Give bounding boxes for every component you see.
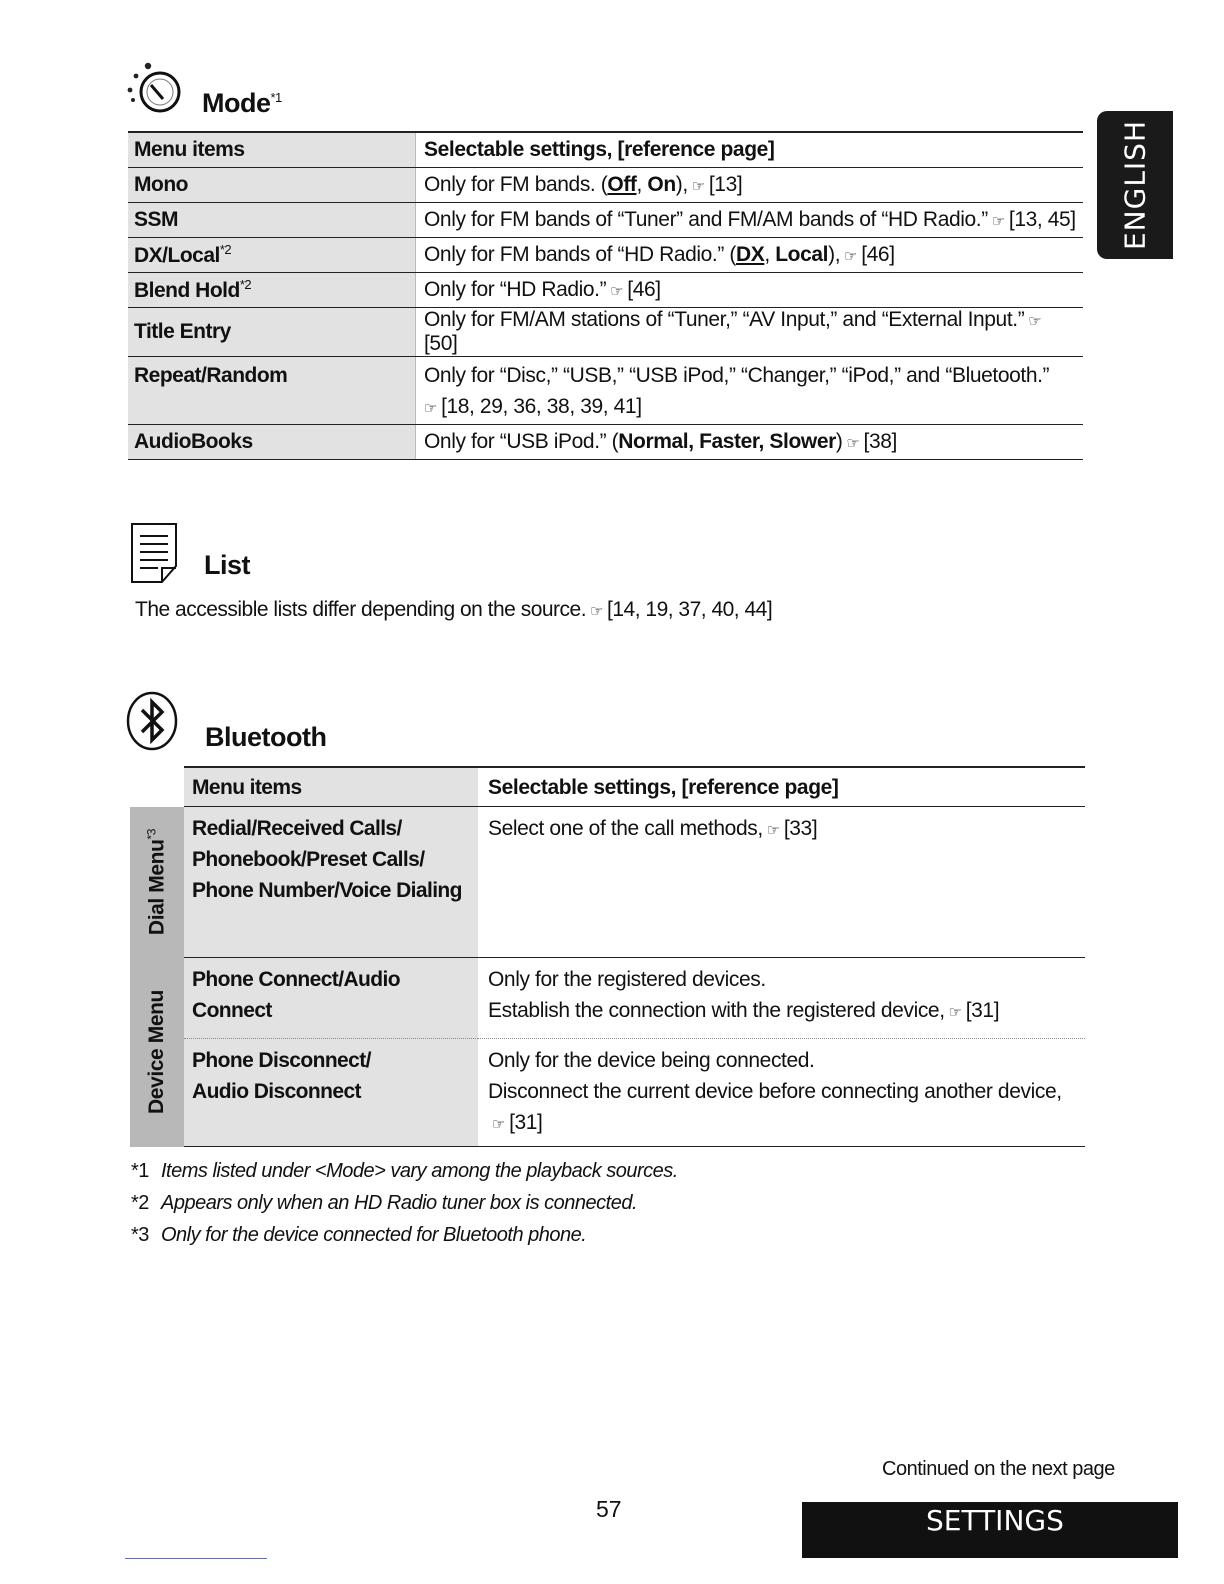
reference-icon: ☞ bbox=[424, 400, 438, 417]
reference-icon: ☞ bbox=[691, 178, 705, 195]
reference-icon: ☞ bbox=[766, 822, 780, 839]
row-setting: Only for “HD Radio.” ☞ [46] bbox=[416, 273, 1084, 308]
section-tab: SETTINGS bbox=[802, 1502, 1178, 1558]
bottom-rule bbox=[125, 1558, 267, 1559]
header-selectable-settings: Selectable settings, [reference page] bbox=[478, 767, 1085, 807]
bluetooth-icon bbox=[124, 690, 180, 752]
reference-icon: ☞ bbox=[844, 248, 858, 265]
mode-settings-table bbox=[128, 131, 1083, 460]
row-item: Repeat/Random bbox=[128, 357, 416, 425]
reference-icon: ☞ bbox=[1028, 313, 1042, 330]
row-item: Phone Connect/Audio Connect bbox=[184, 958, 478, 1039]
page-number: 57 bbox=[596, 1496, 622, 1522]
bluetooth-settings-table-wrap bbox=[130, 766, 1085, 1147]
reference-icon: ☞ bbox=[948, 1004, 962, 1021]
table-row bbox=[128, 203, 1083, 238]
mode-title: Mode$^{*1}$ bbox=[202, 88, 282, 118]
list-icon bbox=[128, 522, 182, 584]
table-row bbox=[128, 308, 1083, 357]
table-row bbox=[128, 238, 1083, 273]
table-row bbox=[130, 807, 1085, 958]
group-label-device-menu: Device Menu bbox=[130, 958, 184, 1147]
row-setting: Only for the registered devices. Establish the connection with the registered device, ☞ [31] bbox=[478, 958, 1085, 1039]
reference-icon: ☞ bbox=[590, 603, 604, 620]
reference-icon: ☞ bbox=[846, 435, 860, 452]
header-menu-items: Menu items bbox=[184, 767, 478, 807]
row-item: Redial/Received Calls/ Phonebook/Preset Calls/ Phone Number/Voice Dialing bbox=[184, 807, 478, 958]
row-item: Title Entry bbox=[128, 308, 416, 357]
table-header-row bbox=[128, 132, 1083, 168]
table-row bbox=[128, 357, 1083, 425]
row-item: AudioBooks bbox=[128, 425, 416, 460]
table-header-row bbox=[130, 767, 1085, 807]
list-description: The accessible lists differ depending on the source. ☞ [14, 19, 37, 40, 44] bbox=[135, 598, 773, 621]
table-row bbox=[128, 425, 1083, 460]
row-setting: Only for FM bands of “HD Radio.” (DX, Local), ☞ [46] bbox=[416, 238, 1084, 273]
row-item: Mono bbox=[128, 168, 416, 203]
row-item: SSM bbox=[128, 203, 416, 238]
continued-note: Continued on the next page bbox=[882, 1458, 1115, 1480]
row-setting: Only for “Disc,” “USB,” “USB iPod,” “Changer,” “iPod,” and “Bluetooth.” ☞ [18, 29, 36, 38, 39, 41] bbox=[416, 357, 1084, 425]
row-setting: Only for the device being connected. Disconnect the current device before connecting another device,☞ [31] bbox=[478, 1039, 1085, 1147]
mode-icon bbox=[124, 58, 188, 116]
list-title: List bbox=[204, 550, 251, 580]
footnote: *3 Only for the device connected for Bluetooth phone. bbox=[131, 1224, 587, 1246]
row-item: Phone Disconnect/ Audio Disconnect bbox=[184, 1039, 478, 1147]
row-setting: Select one of the call methods, ☞ [33] bbox=[478, 807, 1085, 958]
footnote: *2 Appears only when an HD Radio tuner box is connected. bbox=[131, 1192, 638, 1214]
table-row bbox=[130, 1039, 1085, 1147]
table-row bbox=[130, 958, 1085, 1039]
reference-icon: ☞ bbox=[492, 1116, 506, 1133]
row-setting: Only for FM/AM stations of “Tuner,” “AV Input,” and “External Input.” ☞[50] bbox=[416, 308, 1084, 357]
header-selectable-settings: Selectable settings, [reference page] bbox=[416, 132, 1084, 168]
header-menu-items: Menu items bbox=[128, 132, 416, 168]
bluetooth-title: Bluetooth bbox=[205, 722, 327, 752]
reference-icon: ☞ bbox=[610, 283, 624, 300]
table-row bbox=[128, 168, 1083, 203]
row-setting: Only for “USB iPod.” (Normal, Faster, Slower) ☞ [38] bbox=[416, 425, 1084, 460]
row-setting: Only for FM bands. (Off, On), ☞ [13] bbox=[416, 168, 1084, 203]
group-label-dial-menu: Dial Menu$^{*3}$ bbox=[130, 807, 184, 958]
footnote: *1 Items listed under <Mode> vary among the playback sources. bbox=[131, 1160, 678, 1182]
bluetooth-settings-table bbox=[130, 766, 1085, 1147]
row-setting: Only for FM bands of “Tuner” and FM/AM bands of “HD Radio.” ☞ [13, 45] bbox=[416, 203, 1084, 238]
table-row bbox=[128, 273, 1083, 308]
row-item: DX/Local$^{*2}$ bbox=[128, 238, 416, 273]
reference-icon: ☞ bbox=[991, 213, 1005, 230]
language-tab: ENGLISH bbox=[1097, 111, 1173, 259]
row-item: Blend Hold$^{*2}$ bbox=[128, 273, 416, 308]
